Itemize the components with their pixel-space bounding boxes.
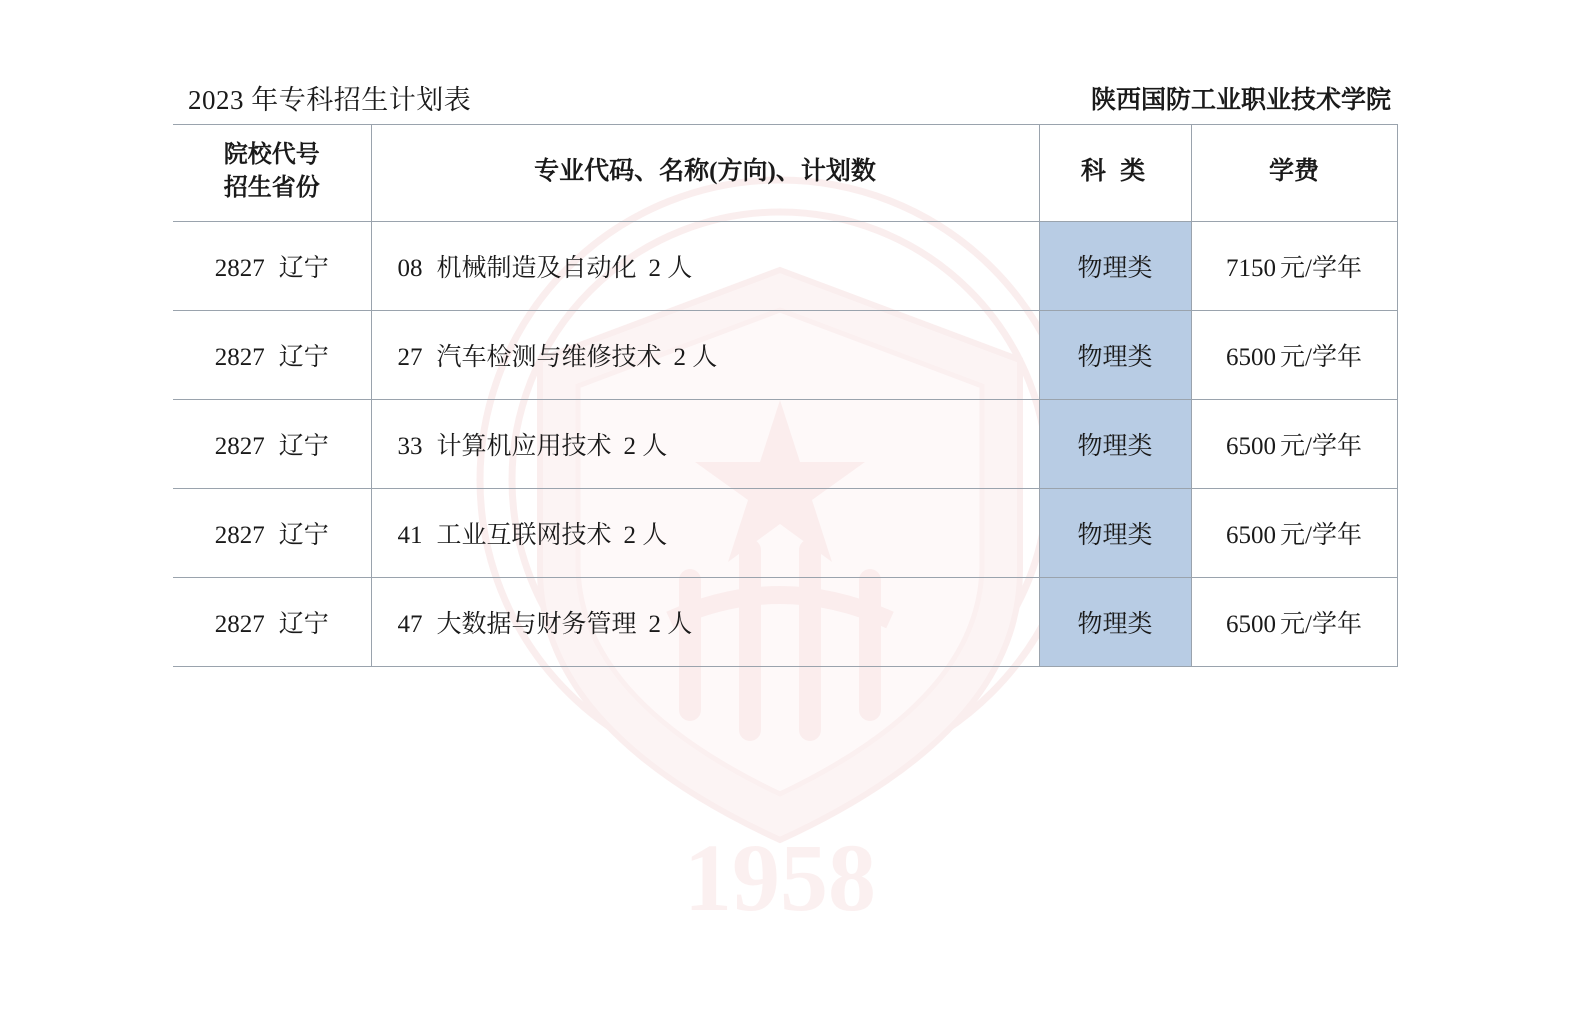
tuition-unit: 元/学年	[1280, 255, 1362, 283]
admission-plan-table-wrapper	[173, 124, 1397, 667]
tuition-value: 6500	[1226, 433, 1277, 461]
table-row	[173, 578, 1397, 667]
plan-count-value: 2 人	[673, 344, 718, 372]
table-row	[173, 489, 1397, 578]
page-title: 2023 年专科招生计划表	[188, 85, 472, 115]
tuition-value: 6500	[1226, 344, 1277, 372]
cell-major	[371, 222, 1039, 311]
cell-subject-type: 物理类	[1039, 489, 1191, 578]
cell-subject-type: 物理类	[1039, 222, 1191, 311]
column-header-subject-type: 科 类	[1039, 125, 1191, 222]
major-code-value: 08	[397, 255, 423, 283]
plan-count-value: 2 人	[623, 522, 668, 550]
cell-school-code	[173, 311, 371, 400]
seal-year-text: 1958	[684, 824, 876, 931]
major-name-value: 汽车检测与维修技术	[436, 344, 662, 372]
major-name-value: 大数据与财务管理	[436, 611, 637, 639]
plan-count-value: 2 人	[623, 433, 668, 461]
cell-school-code	[173, 578, 371, 667]
table-row	[173, 400, 1397, 489]
cell-subject-type: 物理类	[1039, 311, 1191, 400]
column-header-tuition: 学费	[1191, 125, 1397, 222]
province-value: 辽宁	[278, 433, 329, 461]
cell-major	[371, 400, 1039, 489]
cell-subject-type: 物理类	[1039, 400, 1191, 489]
tuition-unit: 元/学年	[1280, 522, 1362, 550]
province-value: 辽宁	[278, 344, 329, 372]
column-header-major: 专业代码、名称(方向)、计划数	[371, 125, 1039, 222]
cell-school-code	[173, 489, 371, 578]
table-header	[173, 125, 1397, 222]
tuition-unit: 元/学年	[1280, 344, 1362, 372]
school-code-value: 2827	[214, 433, 265, 461]
cell-major	[371, 578, 1039, 667]
province-value: 辽宁	[278, 522, 329, 550]
major-code-value: 41	[397, 522, 423, 550]
cell-school-code	[173, 400, 371, 489]
table-row	[173, 222, 1397, 311]
major-code-value: 27	[397, 344, 423, 372]
table-row	[173, 311, 1397, 400]
cell-tuition	[1191, 578, 1397, 667]
school-code-value: 2827	[214, 255, 265, 283]
cell-tuition	[1191, 400, 1397, 489]
column-header-school-code-line1: 院校代号	[223, 142, 320, 168]
major-code-value: 47	[397, 611, 423, 639]
province-value: 辽宁	[278, 611, 329, 639]
tuition-value: 7150	[1226, 255, 1277, 283]
tuition-unit: 元/学年	[1280, 433, 1362, 461]
column-header-school-code	[173, 125, 371, 222]
cell-subject-type: 物理类	[1039, 578, 1191, 667]
school-code-value: 2827	[214, 344, 265, 372]
column-header-school-code-line2: 招生省份	[223, 175, 320, 202]
plan-count-value: 2 人	[648, 611, 693, 639]
cell-tuition	[1191, 222, 1397, 311]
school-code-value: 2827	[214, 522, 265, 550]
major-code-value: 33	[397, 433, 423, 461]
major-name-value: 机械制造及自动化	[436, 255, 637, 283]
table-header-row	[173, 125, 1397, 222]
cell-major	[371, 489, 1039, 578]
province-value: 辽宁	[278, 255, 329, 283]
table-body	[173, 222, 1397, 667]
tuition-value: 6500	[1226, 611, 1277, 639]
plan-count-value: 2 人	[648, 255, 693, 283]
cell-school-code	[173, 222, 371, 311]
cell-tuition	[1191, 489, 1397, 578]
major-name-value: 工业互联网技术	[436, 522, 612, 550]
tuition-unit: 元/学年	[1280, 611, 1362, 639]
school-name: 陕西国防工业职业技术学院	[1090, 87, 1391, 114]
major-name-value: 计算机应用技术	[436, 433, 612, 461]
admission-plan-table	[173, 124, 1398, 667]
cell-major	[371, 311, 1039, 400]
tuition-value: 6500	[1226, 522, 1277, 550]
school-code-value: 2827	[214, 611, 265, 639]
cell-tuition	[1191, 311, 1397, 400]
